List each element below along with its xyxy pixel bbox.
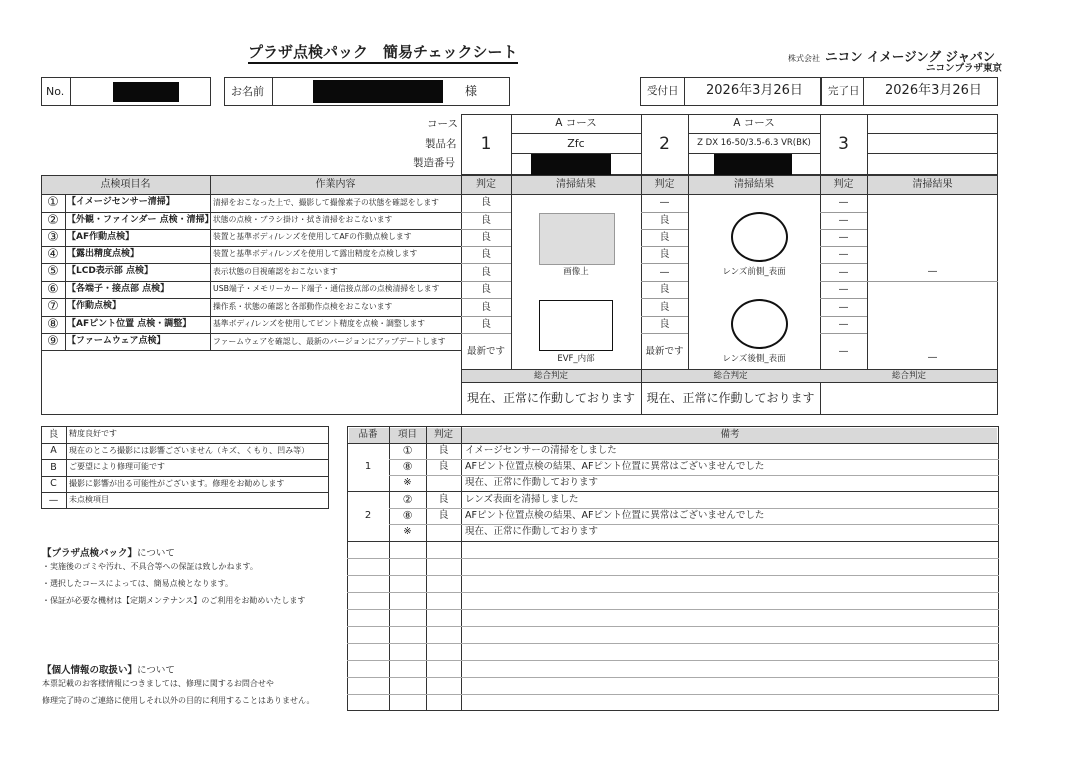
branch-name: ニコンプラザ東京 xyxy=(926,63,1003,74)
header-cleaning-3: 清掃結果 xyxy=(912,179,953,190)
lens-rear-circle xyxy=(731,299,788,349)
plaza-title-strong: 【プラザ点検パック】 xyxy=(42,548,138,559)
cleaning-label-p1-top: 画像上 xyxy=(563,267,589,277)
row-verdict-3: — xyxy=(838,302,849,313)
header-cleaning-1: 清掃結果 xyxy=(556,179,596,190)
completed-date: 2026年3月26日 xyxy=(885,83,982,98)
row-verdict-1: 良 xyxy=(481,197,491,208)
product-2-name: Z DX 16-50/3.5-6.3 VR(BK) xyxy=(697,138,811,148)
plaza-note-line: ・保証が必要な機材は【定期メンテナンス】のご利用をお勧めいたします xyxy=(42,596,306,605)
legend-text: 精度良好です xyxy=(69,429,117,438)
row-verdict-1: 良 xyxy=(481,249,491,260)
header-item: 点検項目名 xyxy=(100,179,151,190)
remark-text: イメージセンサーの清掃をしました xyxy=(465,445,617,456)
legend-text: 未点検項目 xyxy=(69,495,109,504)
serial-label: 製造番号 xyxy=(413,157,455,169)
row-number: ⑧ xyxy=(47,317,59,332)
cleaning-label-p2-bottom: レンズ後側_表面 xyxy=(722,354,786,364)
overall-label-1: 総合判定 xyxy=(533,371,568,381)
row-work: 基準ボディ/レンズを使用してピント精度を点検・調整します xyxy=(213,319,426,328)
plaza-note-line: ・選択したコースによっては、簡易点検となります。 xyxy=(42,579,233,588)
row-verdict-3: — xyxy=(838,346,849,357)
row-number: ⑦ xyxy=(47,299,59,314)
row-number: ③ xyxy=(47,230,59,245)
row-verdict-1: 良 xyxy=(481,215,491,226)
remark-verdict: 良 xyxy=(438,510,449,521)
row-verdict-3: — xyxy=(838,284,849,295)
overall-label-3: 総合判定 xyxy=(891,371,926,381)
plaza-note-line: ・実施後のゴミや汚れ、不具合等への保証は致しかねます。 xyxy=(42,562,258,571)
row-name: 【AFピント位置 点検・調整】 xyxy=(67,319,192,329)
cleaning-label-p2-top: レンズ前側_表面 xyxy=(722,267,786,277)
legend-code: C xyxy=(50,478,57,489)
row-name: 【ファームウェア点検】 xyxy=(67,336,166,346)
privacy-note-line: 修理完了時のご連絡に使用しそれ以外の目的に利用することはありません。 xyxy=(42,696,315,705)
remark-text: AFピント位置点検の結果、AFピント位置に異常はございませんでした xyxy=(465,461,765,472)
cleaning-p3-mark-2: — xyxy=(927,352,938,363)
privacy-notes-title xyxy=(42,662,175,676)
product-1-name: Zfc xyxy=(567,137,585,150)
row-verdict-2: — xyxy=(659,267,670,278)
company-prefix: 株式会社 xyxy=(788,54,820,63)
remark-text: 現在、正常に作動しております xyxy=(465,477,599,488)
row-verdict-2: 良 xyxy=(659,249,670,260)
header-work: 作業内容 xyxy=(315,179,356,190)
row-verdict-3: — xyxy=(838,215,849,226)
row-verdict-3: — xyxy=(838,267,849,278)
plaza-title-suffix: について xyxy=(137,548,175,559)
row-work: 清掃をおこなった上で、撮影して撮像素子の状態を確認をします xyxy=(213,198,439,207)
row-verdict-2: 良 xyxy=(659,284,670,295)
row-number: ⑥ xyxy=(47,282,59,297)
remark-no: 2 xyxy=(364,510,372,521)
row-name: 【各端子・接点部 点検】 xyxy=(67,284,170,294)
remark-text: 現在、正常に作動しております xyxy=(465,526,599,537)
row-work: 表示状態の目視確認をおこないます xyxy=(213,267,338,276)
header-verdict-3: 判定 xyxy=(833,179,854,190)
legend-code: — xyxy=(48,495,59,506)
row-verdict-2: 良 xyxy=(659,302,670,313)
row-name: 【作動点検】 xyxy=(67,301,122,311)
row-verdict-2: 最新です xyxy=(645,346,684,357)
header-cleaning-2: 清掃結果 xyxy=(734,179,774,190)
legend-code: A xyxy=(50,445,57,456)
remarks-header-remark: 備考 xyxy=(720,429,740,440)
row-verdict-3: — xyxy=(838,249,849,260)
remark-item: ※ xyxy=(403,526,412,537)
no-label: No. xyxy=(46,85,65,98)
remark-verdict: 良 xyxy=(438,461,449,472)
evf-inspection-box xyxy=(539,300,613,351)
remark-item: ⑧ xyxy=(402,460,413,473)
remark-verdict: 良 xyxy=(438,445,449,456)
legend-text: 現在のところ撮影には影響ございません（キズ、くもり、凹み等） xyxy=(69,446,310,455)
row-work: 状態の点検・ブラシ掛け・拭き清掃をおこないます xyxy=(213,215,393,224)
privacy-title-strong: 【個人情報の取扱い】 xyxy=(42,665,138,676)
remark-no: 1 xyxy=(364,461,372,472)
row-number: ⑨ xyxy=(47,334,59,349)
product-2-course: A コース xyxy=(733,117,775,129)
remarks-header-verdict: 判定 xyxy=(433,429,453,440)
row-number: ① xyxy=(47,195,59,210)
row-name: 【LCD表示部 点検】 xyxy=(67,266,153,276)
product-3-number: 3 xyxy=(838,134,849,154)
received-label: 受付日 xyxy=(647,85,679,97)
product-1-course: A コース xyxy=(555,117,597,129)
row-number: ② xyxy=(47,213,59,228)
row-verdict-2: 良 xyxy=(659,319,670,330)
remark-item: ② xyxy=(402,493,413,506)
legend-code: 良 xyxy=(48,429,59,440)
row-verdict-1: 良 xyxy=(481,267,491,278)
row-work: 装置と基準ボディ/レンズを使用して露出精度を点検します xyxy=(213,249,418,258)
row-verdict-1: 良 xyxy=(481,284,491,295)
legend-code: B xyxy=(50,462,57,473)
row-verdict-3: — xyxy=(838,232,849,243)
row-work: ファームウェアを確認し、最新のバージョンにアップデートします xyxy=(213,337,446,346)
overall-label-2: 総合判定 xyxy=(713,371,748,381)
overall-result-1: 現在、正常に作動しております xyxy=(466,391,635,405)
product-1-number: 1 xyxy=(480,134,492,154)
remark-item: ※ xyxy=(403,477,412,488)
row-name: 【露出精度点検】 xyxy=(67,249,140,259)
row-number: ⑤ xyxy=(47,264,59,279)
row-name: 【AF作動点検】 xyxy=(67,232,135,242)
course-label: コース xyxy=(427,118,458,130)
row-verdict-2: 良 xyxy=(659,232,670,243)
redacted-customer-name xyxy=(313,80,443,103)
remark-text: レンズ表面を清掃しました xyxy=(465,494,579,505)
row-verdict-3: — xyxy=(838,319,849,330)
product-2-number: 2 xyxy=(659,134,670,154)
page-title: プラザ点検パック 簡易チェックシート xyxy=(248,45,518,64)
plaza-notes-title xyxy=(42,545,175,559)
received-date: 2026年3月26日 xyxy=(706,83,803,98)
row-name: 【イメージセンサー清掃】 xyxy=(67,197,175,207)
remark-item: ① xyxy=(402,444,413,457)
name-label: お名前 xyxy=(231,85,264,98)
remark-verdict: 良 xyxy=(438,494,449,505)
redacted-customer-no xyxy=(113,82,179,102)
privacy-title-suffix: について xyxy=(137,665,175,676)
remark-text: AFピント位置点検の結果、AFピント位置に異常はございませんでした xyxy=(465,510,765,521)
remarks-header-no: 品番 xyxy=(358,429,378,440)
overall-result-2: 現在、正常に作動しております xyxy=(646,391,815,405)
cleaning-label-p1-bottom: EVF_内部 xyxy=(557,354,595,364)
row-name: 【外観・ファインダー 点検・清掃】 xyxy=(67,215,214,225)
header-verdict-2: 判定 xyxy=(654,179,675,190)
product-label: 製品名 xyxy=(425,138,457,150)
cleaning-p3-mark: — xyxy=(927,266,938,277)
row-verdict-2: 良 xyxy=(659,215,670,226)
row-verdict-1: 良 xyxy=(481,319,491,330)
company-name-text: ニコン イメージング ジャパン xyxy=(825,49,996,64)
sensor-image-preview xyxy=(539,213,615,265)
remark-item: ⑧ xyxy=(402,509,413,522)
row-verdict-1: 良 xyxy=(481,302,491,313)
row-work: USB端子・メモリーカード端子・通信接点部の点検清掃をします xyxy=(213,284,440,293)
privacy-note-line: 本票記載のお客様情報につきましては、修理に関するお問合せや xyxy=(42,679,274,688)
completed-label: 完了日 xyxy=(828,85,860,97)
legend-text: ご要望により修理可能です xyxy=(69,462,165,471)
row-work: 装置と基準ボディ/レンズを使用してAFの作動点検します xyxy=(213,232,412,241)
header-verdict-1: 判定 xyxy=(476,179,496,190)
row-verdict-1: 最新です xyxy=(466,346,505,357)
row-work: 操作系・状態の確認と各部動作点検をおこないます xyxy=(213,302,393,311)
row-verdict-1: 良 xyxy=(481,232,491,243)
row-number: ④ xyxy=(47,247,59,262)
remarks-header-item: 項目 xyxy=(397,429,417,440)
redacted-serial-1 xyxy=(531,154,611,175)
row-verdict-3: — xyxy=(838,197,849,208)
lens-front-circle xyxy=(731,212,788,262)
row-verdict-2: — xyxy=(659,197,670,208)
name-suffix: 様 xyxy=(465,84,478,98)
legend-text: 撮影に影響が出る可能性がございます。修理をお勧めします xyxy=(69,479,285,488)
redacted-serial-2 xyxy=(714,154,792,175)
